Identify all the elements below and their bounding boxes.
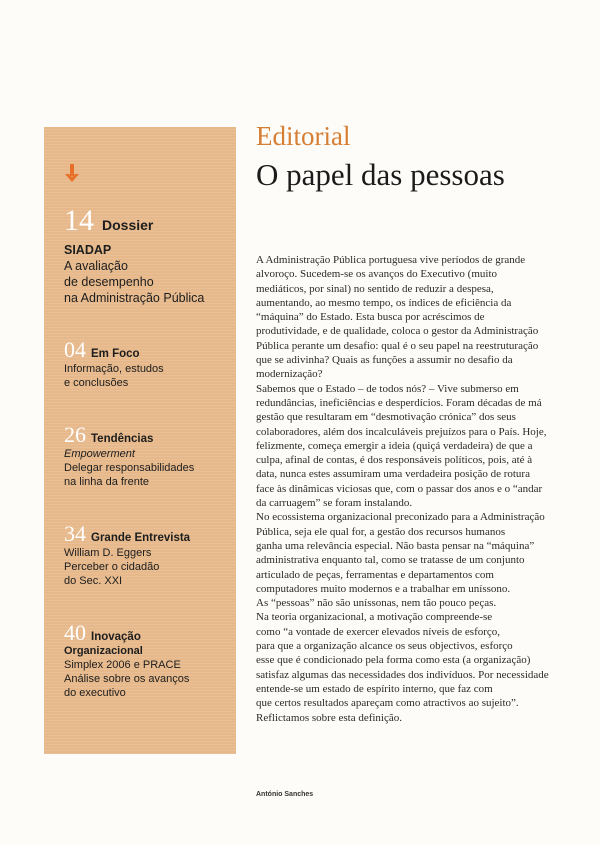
- body-line: gestão que resultaram em “desmotivação crónica” dos seus: [256, 411, 516, 424]
- toc-line: do executivo: [64, 687, 126, 699]
- body-line: No ecossistema organizacional preconizado para a Administração: [256, 511, 545, 524]
- body-line: A Administração Pública portuguesa vive períodos de grande: [256, 254, 526, 266]
- toc-line: Empowerment: [64, 448, 135, 460]
- toc-item-grande-entrevista[interactable]: [64, 523, 234, 588]
- body-line: administrativa enquanto tal, como se tratasse de um conjunto: [256, 554, 525, 567]
- toc-page-number: 04: [64, 337, 86, 362]
- toc-category: Em Foco: [91, 348, 140, 360]
- toc-item-dossier[interactable]: [64, 206, 234, 306]
- body-line: computadores muito modernos e a trabalhar em uníssono.: [256, 582, 511, 595]
- toc-category: Tendências: [91, 433, 154, 445]
- toc-page-number: 40: [64, 620, 86, 645]
- toc-line: Delegar responsabilidades: [64, 462, 195, 474]
- body-line: “máquina” do Estado. Esta busca por acréscimos de: [256, 311, 485, 324]
- body-line: satisfaz algumas das necessidades dos indivíduos. Por necessidade: [256, 668, 549, 681]
- body-line: entende-se um estado de espírito interno, que faz com: [256, 682, 493, 695]
- body-line: felizmente, começa emergir a ideia (quiçá verdadeira) de que a: [256, 439, 533, 452]
- toc-line: A avaliação: [64, 259, 128, 273]
- toc-item-tendencias[interactable]: [64, 424, 234, 489]
- author-signature: António Sanches: [256, 791, 314, 798]
- body-line: culpa, afinal de contas, é dos responsáveis políticos, pois, até à: [256, 454, 533, 467]
- body-line: face às dinâmicas viciosas que, com o passar dos anos e o “andar: [256, 482, 543, 495]
- toc-line: Análise sobre os avanços: [64, 673, 190, 685]
- body-line: da carruagem” se foram instalando.: [256, 497, 413, 510]
- section-label: Editorial: [256, 121, 351, 151]
- toc-line: SIADAP: [64, 243, 112, 257]
- toc-line: na Administração Pública: [64, 291, 205, 305]
- toc-category: Grande Entrevista: [91, 532, 191, 544]
- body-line: Na teoria organizacional, a motivação compreende-se: [256, 611, 493, 624]
- toc-line: William D. Eggers: [64, 547, 152, 559]
- body-line: alvoroço. Sucedem-se os avanços do Executivo (muito: [256, 268, 498, 281]
- toc-item-inovacao-organizacional[interactable]: [64, 622, 234, 700]
- toc-page-number: 14: [64, 204, 94, 237]
- toc-line: Informação, estudos: [64, 363, 164, 375]
- body-line: aumentando, ao mesmo tempo, os índices de eficiência da: [256, 296, 512, 309]
- body-line: para que a organização alcance os seus objectivos, esforço: [256, 640, 513, 653]
- toc-line: e conclusões: [64, 377, 129, 389]
- toc-item-em-foco[interactable]: [64, 339, 234, 390]
- page-title: O papel das pessoas: [256, 157, 505, 192]
- toc-line: do Sec. XXI: [64, 575, 123, 587]
- toc-category-cont: Organizacional: [64, 645, 143, 657]
- body-line: Pública perante um desafio: qual é o seu papel na reestruturação: [256, 339, 539, 352]
- toc-line: Perceber o cidadão: [64, 561, 160, 573]
- body-line: que certos resultados apareçam como atractivos ao sujeito”.: [256, 697, 519, 710]
- body-line: ganha uma relevância especial. Não basta pensar na “máquina”: [256, 539, 535, 552]
- body-line: colaboradores, além dos incalculáveis prejuízos para o País. Hoje,: [256, 425, 547, 438]
- toc-page-number: 26: [64, 422, 86, 447]
- body-line: As “pessoas” não são uníssonas, nem tão pouco peças.: [256, 597, 497, 610]
- body-line: modernização?: [256, 368, 323, 381]
- toc-line: de desempenho: [64, 275, 154, 289]
- toc-page-number: 34: [64, 521, 86, 546]
- body-line: Pública, seja ele qual for, a gestão dos recursos humanos: [256, 525, 506, 538]
- body-line: como “a vontade de exercer elevados níveis de esforço,: [256, 625, 501, 638]
- body-line: redundâncias, ineficiências e desperdícios. Foram décadas de má: [256, 396, 542, 409]
- toc-category: Inovação: [91, 631, 141, 643]
- body-line: Reflictamos sobre esta definição.: [256, 711, 403, 724]
- toc-category: Dossier: [102, 217, 154, 233]
- body-line: data, nunca estes assumiram uma verdadeira posição de rotura: [256, 468, 530, 481]
- down-arrow-icon: [64, 163, 80, 183]
- toc-line: Simplex 2006 e PRACE: [64, 659, 181, 671]
- editorial-body: [256, 253, 556, 725]
- body-line: esse que é condicionado pela forma como esta (a organização): [256, 654, 531, 667]
- body-line: mediáticos, por sinal) no sentido de reduzir a despesa,: [256, 282, 494, 295]
- body-line: que se adivinha? Quais as funções a assumir no desafio da: [256, 354, 513, 367]
- body-line: articulado de peças, ferramentas e departamentos com: [256, 568, 494, 581]
- toc-line: na linha da frente: [64, 476, 150, 488]
- body-line: Sabemos que o Estado – de todos nós? – Vive submerso em: [256, 382, 519, 395]
- body-line: produtividade, e de qualidade, coloca o gestor da Administração: [256, 325, 539, 338]
